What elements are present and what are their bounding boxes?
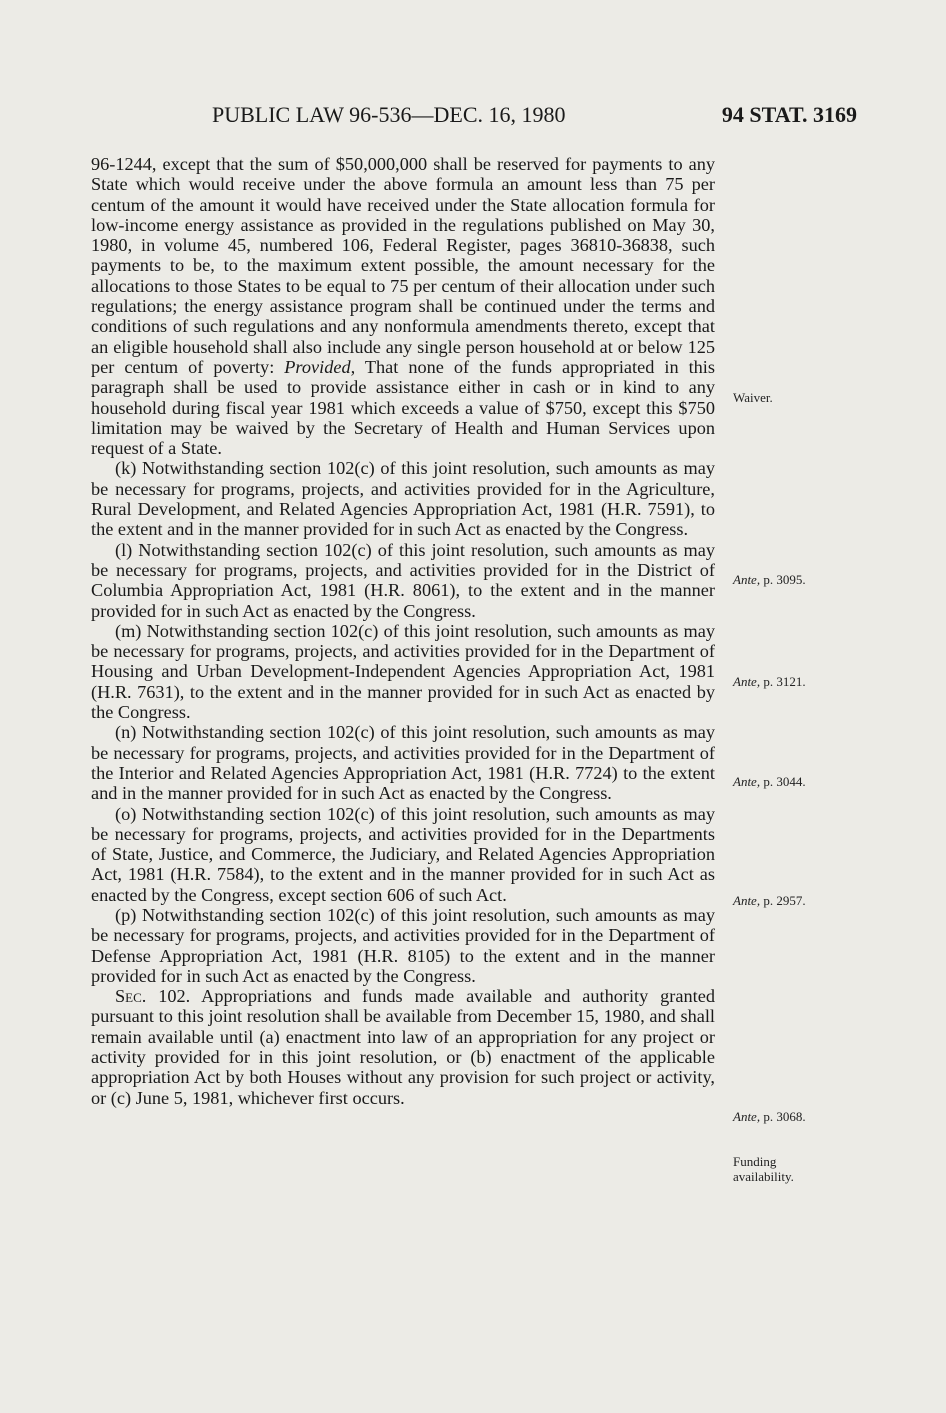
margin-note-ante-3044: Ante, p. 3044. — [733, 774, 806, 789]
margin-note-waiver: Waiver. — [733, 390, 773, 405]
running-head: PUBLIC LAW 96-536—DEC. 16, 1980 — [212, 102, 566, 127]
margin-note-ante-3121: Ante, p. 3121. — [733, 674, 806, 689]
paragraph-l: (l) Notwithstanding section 102(c) of this joint resolution, such amounts as may be necessary for programs, projects, and activities provided for in the District of Columbia Appropriation Act, 1981 (H.R. 8061), to the extent and in the manner provided for in such Act as enacted by the Congress. — [91, 539, 715, 621]
section-102: Sec. 102. Appropriations and funds made available and authority granted pursuant to this joint resolution shall be available from December 15, 1980, and shall remain available until (a) enactment into law of an appropriation for any project or activity provided for in this joint resolution, or (b) enactment of the applicable appropriation Act by both Houses without any provision for such project or activity, or (c) June 5, 1981, whichever first occurs. — [91, 986, 715, 1108]
paragraph-m: (m) Notwithstanding section 102(c) of this joint resolution, such amounts as may be necessary for programs, projects, and activities provided for in the Department of Housing and Urban Development-Independent Agencies Appropriation Act, 1981 (H.R. 7631), to the extent and in the manner provided for in such Act as enacted by the Congress. — [91, 620, 715, 723]
margin-note-funding: Funding availability. — [733, 1154, 794, 1184]
paragraph-o: (o) Notwithstanding section 102(c) of this joint resolution, such amounts as may be necessary for programs, projects, and activities provided for in the Departments of State, Justice, and Commerce, the Judiciary, and Related Agencies Appropriation Act, 1981 (H.R. 7584), to the extent and in the manner provided for in such Act as enacted by the Congress, except section 606 of such Act. — [91, 803, 715, 905]
section-label: Sec. 102. — [115, 986, 191, 1007]
paragraph-continuation: 96-1244, except that the sum of $50,000,000 shall be reserved for payments to any State which would receive under the above formula an amount less than 75 per centum of the amount it would have received under the State allocation formula for low-income energy assistance as provided in the regulations published on May 30, 1980, in volume 45, numbered 106, Federal Register, pages 36810-36838, such payments to be, to the maximum extent possible, the amount necessary for the allocations to those States to be equal to 75 per centum of their allocation under such regulations; the energy assistance program shall be continued under the terms and conditions of such regulations and any nonformula amendments thereto, except that an eligible household shall also include any single person household at or below 125 per centum of poverty: Provided, That none of the funds appropriated in this paragraph shall be used to provide assistance either in cash or in kind to any household during fiscal year 1981 which exceeds a value of $750, except this $750 limitation may be waived by the Secretary of Health and Human Services upon request of a State. — [91, 154, 715, 459]
statute-page-number: 94 STAT. 3169 — [721, 102, 857, 127]
margin-note-ante-2957: Ante, p. 2957. — [733, 893, 806, 908]
margin-note-ante-3095: Ante, p. 3095. — [733, 572, 806, 587]
margin-note-ante-3068: Ante, p. 3068. — [733, 1109, 806, 1124]
paragraph-k: (k) Notwithstanding section 102(c) of this joint resolution, such amounts as may be necessary for programs, projects, and activities provided for in the Agriculture, Rural Development, and Related Agencies Appropriation Act, 1981 (H.R. 7591), to the extent and in the manner provided for in such Act as enacted by the Congress. — [91, 458, 715, 540]
body-text — [91, 154, 715, 1108]
paragraph-n: (n) Notwithstanding section 102(c) of this joint resolution, such amounts as may be necessary for programs, projects, and activities provided for in the Department of the Interior and Related Agencies Appropriation Act, 1981 (H.R. 7724) to the extent and in the manner provided for in such Act as enacted by the Congress. — [91, 722, 715, 804]
provided-italic: Provided, — [284, 356, 356, 377]
paragraph-p: (p) Notwithstanding section 102(c) of this joint resolution, such amounts as may be necessary for programs, projects, and activities provided for in the Department of Defense Appropriation Act, 1981 (H.R. 8105) to the extent and in the manner provided for in such Act as enacted by the Congress. — [91, 904, 715, 986]
